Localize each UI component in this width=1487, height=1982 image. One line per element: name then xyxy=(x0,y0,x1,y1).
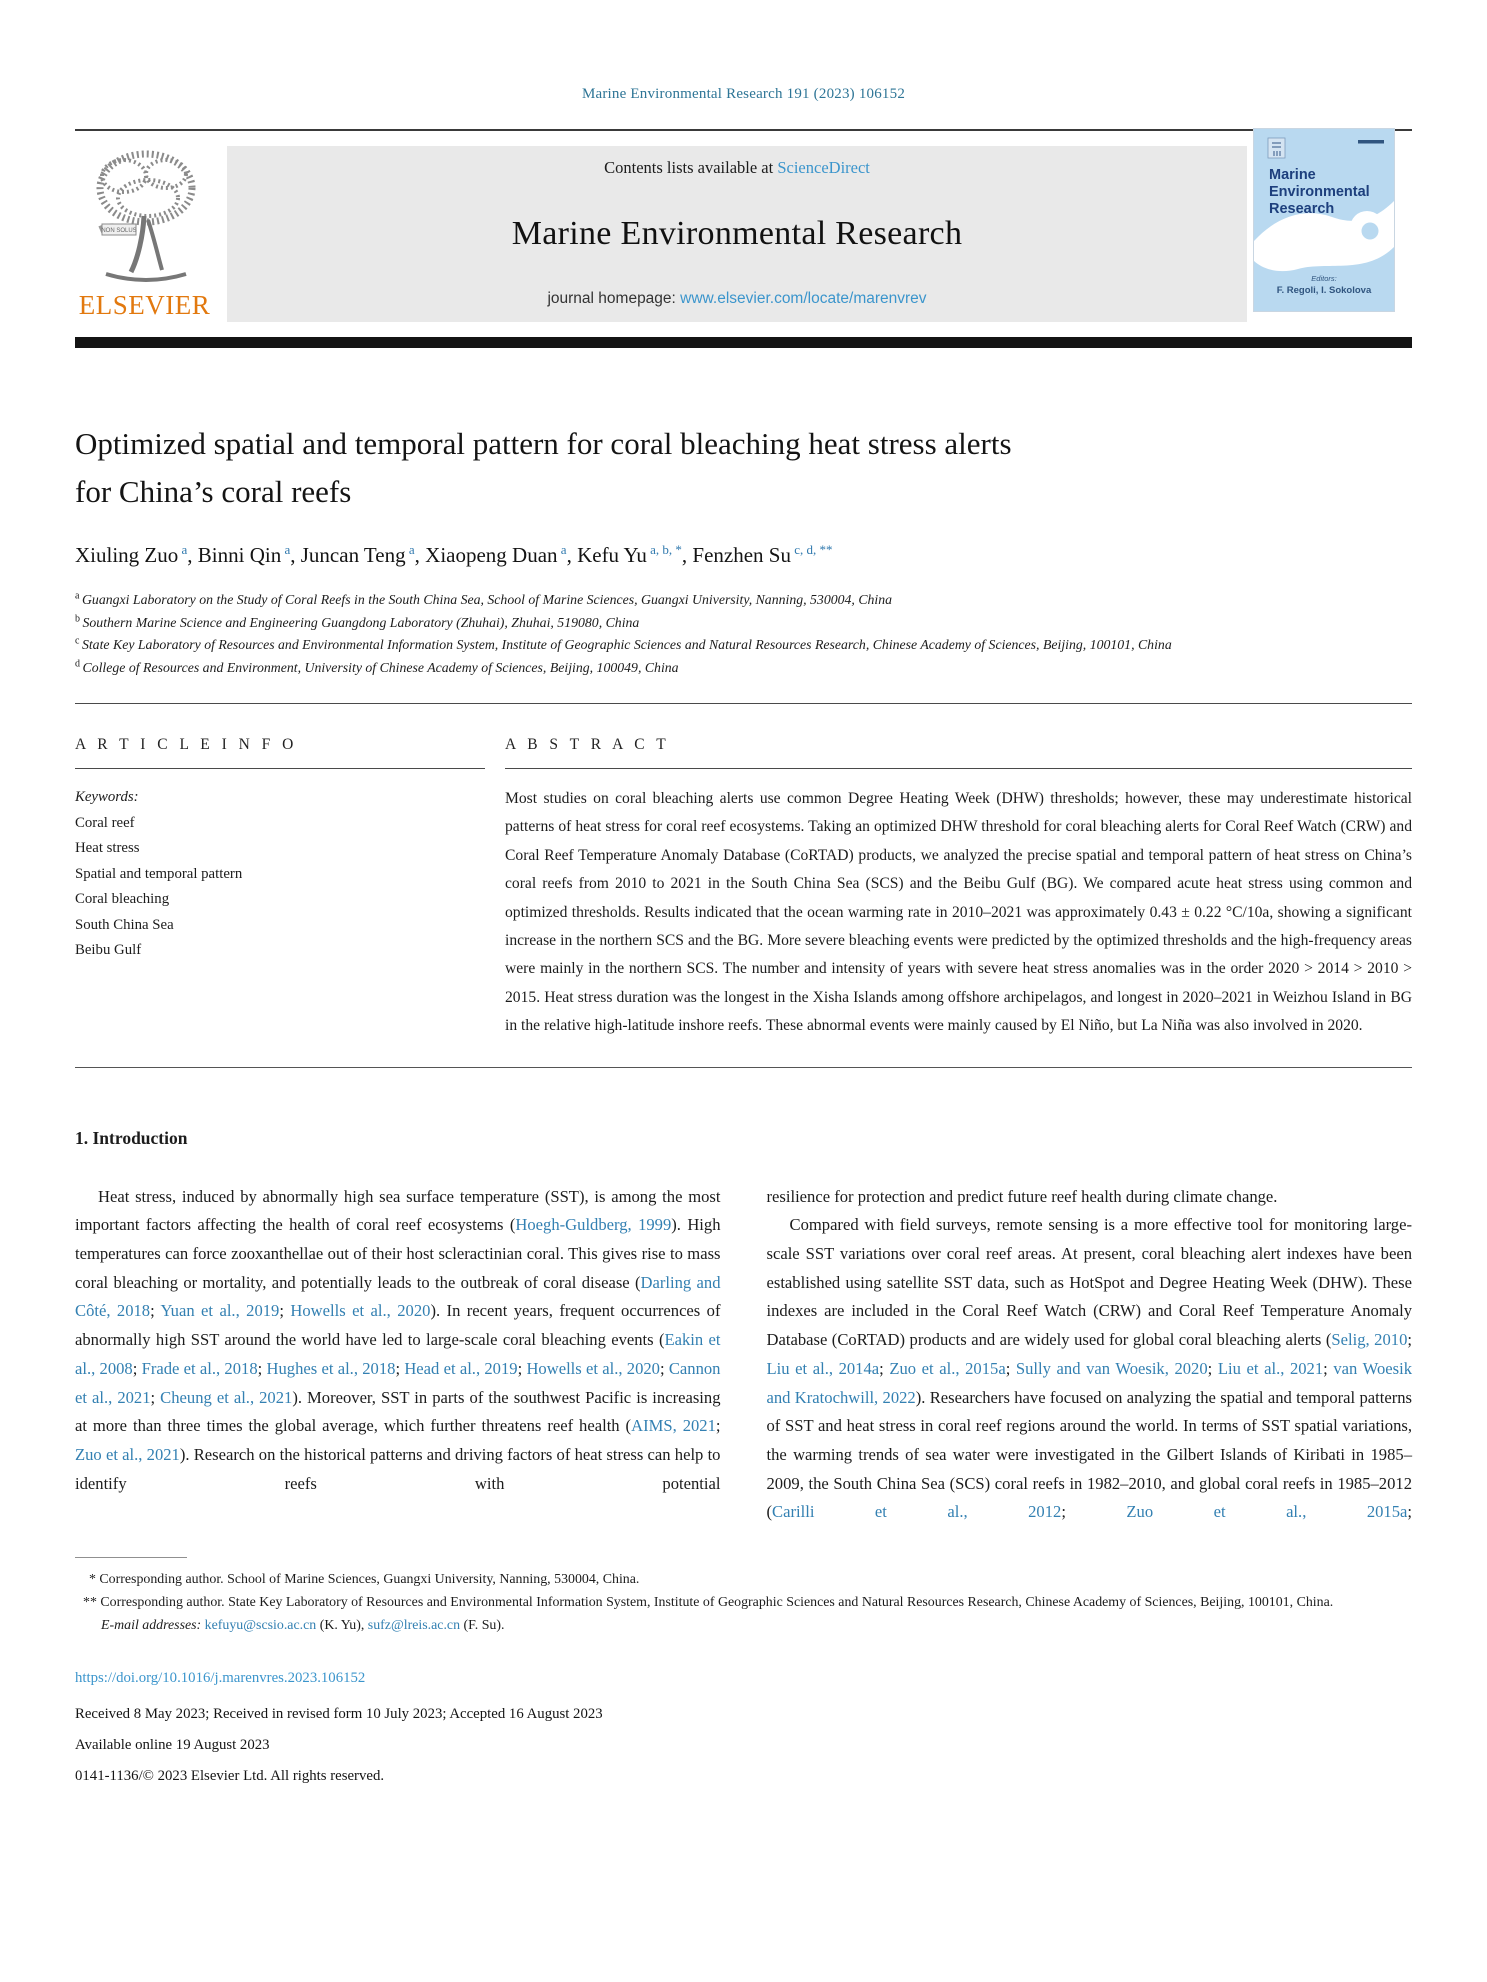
author-superscript[interactable]: a xyxy=(405,542,415,557)
publication-dates-block xyxy=(75,1699,1412,1792)
author-superscript[interactable]: a xyxy=(281,542,291,557)
citation-link[interactable]: AIMS, 2021 xyxy=(631,1416,716,1436)
page-citation: Marine Environmental Research 191 (2023) 106152 xyxy=(581,86,906,102)
keyword-item: Heat stress xyxy=(75,840,140,856)
citation-link[interactable]: Howells et al., 2020 xyxy=(290,1301,431,1321)
author-list: Xiuling Zuo $^a$, Binni Qin $^a$, Juncan Teng $^a$, Xiaopeng Duan $^a$, Kefu Yu $^{a, b, *}$, Fenzhen Su $^{c, d, **}$ xyxy=(75,542,833,567)
author-name: Fenzhen Su xyxy=(692,543,791,567)
elsevier-tree-icon xyxy=(86,146,204,288)
elsevier-logo xyxy=(77,146,212,324)
footnotes xyxy=(75,1568,1412,1637)
article-title xyxy=(75,420,1412,516)
email-addresses-line xyxy=(75,1614,1412,1637)
affiliation-row: $^d$ College of Resources and Environment, University of Chinese Academy of Sciences, Beijing, 100049, China xyxy=(75,657,679,675)
corresponding-author-footnote-2: ** Corresponding author. State Key Laboratory of Resources and Environmental Information System, Institute of Geographic Sciences and Natural Resources Research, Chinese Academy of Sciences, Beijing, 100101, China. xyxy=(83,1595,1334,1611)
author-name: Binni Qin xyxy=(197,543,282,567)
citation-link[interactable]: sufz@lreis.ac.cn xyxy=(367,1618,461,1634)
intro-paragraph-2: Compared with field surveys, remote sensing is a more effective tool for monitoring large-scale SST variations over coral reef areas. At present, coral bleaching alert indexes have been established using satellite SST data, such as HotSpot and Degree Heating Week (DHW). These indexes are included in the Coral Reef Watch (CRW) and Coral Reef Temperature Anomaly Database (CoRTAD) products and are widely used for global coral bleaching alerts (Selig, 2010; Liu et al., 2014a; Zuo et al., 2015a; Sully and van Woesik, 2020; Liu et al., 2021; van Woesik and Kratochwill, 2022). Researchers have focused on analyzing the spatial and temporal patterns of SST and heat stress in coral reef regions around the world. In terms of SST spatial variations, the warming trends of sea water were investigated in the Gilbert Islands of Kiribati in 1985–2009, the South China Sea (SCS) coral reefs in 1982–2010, and global coral reefs in 1985–2012 (Carilli et al., 2012; Zuo et al., 2015a; xyxy=(766,1215,1412,1522)
citation-link[interactable]: Carilli et al., 2012 xyxy=(772,1502,1062,1522)
citation-link[interactable]: Zuo et al., 2021 xyxy=(75,1444,180,1464)
homepage-prefix: journal homepage: xyxy=(547,290,681,307)
citation-link[interactable]: Yuan et al., 2019 xyxy=(160,1301,280,1321)
author-name: Juncan Teng xyxy=(300,543,406,567)
citation-link[interactable]: Darling and Côté, 2018 xyxy=(75,1272,721,1321)
body-column-left xyxy=(75,1183,721,1527)
footnote-divider xyxy=(75,1557,187,1558)
abstract-text: Most studies on coral bleaching alerts use common Degree Heating Week (DHW) thresholds; however, these may underestimate historical patterns of heat stress for coral reef ecosystems. Taking an optimized DHW threshold for coral bleaching alerts for Coral Reef Watch (CRW) and Coral Reef Temperature Anomaly Database (CoRTAD) products, we analyzed the precise spatial and temporal pattern of heat stress on China’s coral reefs from 2010 to 2021 in the South China Sea (SCS) and the Beibu Gulf (BG). We compared acute heat stress using common and optimized thresholds. Results indicated that the ocean warming rate in 2010–2021 was approximately 0.43 ± 0.22 °C/10a, showing a significant increase in the northern SCS and the BG. More severe bleaching events were predicted by the optimized thresholds and the high-frequency areas were mainly in the northern SCS. The number and intensity of years with severe heat stress anomalies was in the order 2020 > 2014 > 2010 > 2015. Heat stress duration was the longest in the Xisha Islands among offshore archipelagos, and longest in 2020–2021 in Weizhou Island in BG in the relative high-latitude inshore reefs. These abnormal events were mainly caused by El Niño, but La Niña was also involved in 2020. xyxy=(505,790,1412,1035)
citation-link[interactable]: Zuo et al., 2015a xyxy=(1126,1502,1408,1522)
affiliation-row: $^b$ Southern Marine Science and Engineering Guangdong Laboratory (Zhuhai), Zhuhai, 519080, China xyxy=(75,612,640,630)
citation-link[interactable]: Howells et al., 2020 xyxy=(526,1358,660,1378)
available-online-date: Available online 19 August 2023 xyxy=(75,1737,270,1754)
citation-link[interactable]: Eakin et al., 2008 xyxy=(75,1330,721,1378)
citation-link[interactable]: van Woesik and Kratochwill, 2022 xyxy=(766,1358,1412,1407)
affiliation-row: $^a$ Guangxi Laboratory on the Study of Coral Reefs in the South China Sea, School of Marine Sciences, Guangxi University, Nanning, 530004, China xyxy=(75,590,893,607)
abstract-heading: A B S T R A C T xyxy=(505,704,1412,769)
sciencedirect-link[interactable]: ScienceDirect xyxy=(777,158,870,177)
header-black-bar xyxy=(75,337,1412,348)
citation-link[interactable]: Hughes et al., 2018 xyxy=(266,1358,396,1378)
citation-link[interactable]: Hoegh-Guldberg, 1999 xyxy=(515,1215,672,1235)
journal-banner xyxy=(227,146,1247,322)
keywords-block xyxy=(75,785,485,964)
keyword-item: Spatial and temporal pattern xyxy=(75,865,243,882)
citation-link[interactable]: Cannon et al., 2021 xyxy=(75,1358,721,1407)
email-links: kefuyu@scsio.ac.cn (K. Yu), sufz@lreis.ac.cn (F. Su). xyxy=(204,1618,505,1634)
intro-paragraph-1-continued: resilience for protection and predict future reef health during climate change. xyxy=(766,1186,1278,1206)
intro-paragraph-1: Heat stress, induced by abnormally high sea surface temperature (SST), is among the most important factors affecting the health of coral reef ecosystems (Hoegh-Guldberg, 1999). High temperatures can force zooxanthellae out of their host scleractinian coral. This gives rise to mass coral bleaching or mortality, and potentially leads to the outbreak of coral disease (Darling and Côté, 2018; Yuan et al., 2019; Howells et al., 2020). In recent years, frequent occurrences of abnormally high SST around the world have led to large-scale coral bleaching events (Eakin et al., 2008; Frade et al., 2018; Hughes et al., 2018; Head et al., 2019; Howells et al., 2020; Cannon et al., 2021; Cheung et al., 2021). Moreover, SST in parts of the southwest Pacific is increasing at more than three times the global average, which further threatens reef health (AIMS, 2021; Zuo et al., 2021). Research on the historical patterns and driving factors of heat stress can help to identify reefs with potential xyxy=(75,1186,721,1493)
abstract-bottom-divider xyxy=(75,1067,1412,1068)
journal-header xyxy=(75,146,1412,324)
keyword-item: Coral bleaching xyxy=(75,891,170,907)
citation-link[interactable]: Liu et al., 2021 xyxy=(1217,1358,1324,1378)
cover-title-line3: Research xyxy=(1269,201,1335,217)
citation-link[interactable]: Zuo et al., 2015a xyxy=(889,1358,1006,1378)
author-name: Xiuling Zuo xyxy=(75,543,179,567)
citation-link[interactable]: Frade et al., 2018 xyxy=(141,1358,258,1378)
keyword-item: Coral reef xyxy=(75,814,135,831)
top-divider xyxy=(75,129,1412,131)
info-abstract-section xyxy=(75,704,1412,1041)
issn-copyright: 0141-1136/© 2023 Elsevier Ltd. All rights reserved. xyxy=(75,1768,385,1785)
corresponding-author-footnote-1: * Corresponding author. School of Marine Sciences, Guangxi University, Nanning, 530004, China. xyxy=(89,1572,640,1588)
body-column-right xyxy=(767,1183,1413,1527)
affiliation-row: $^c$ State Key Laboratory of Resources and Environmental Information System, Institute of Geographic Sciences and Natural Resources Research, Chinese Academy of Sciences, Beijing, 100101, China xyxy=(75,635,1172,652)
citation-link[interactable]: Selig, 2010 xyxy=(1331,1330,1408,1350)
citation-link[interactable]: Liu et al., 2014a xyxy=(766,1358,880,1378)
author-superscript[interactable]: a xyxy=(178,542,188,557)
cover-editors-label: Editors: xyxy=(1311,274,1337,283)
article-info-column xyxy=(75,704,485,1041)
cover-editors-names: F. Regoli, I. Sokolova xyxy=(1276,285,1372,296)
section-heading-introduction: 1. Introduction xyxy=(75,1127,188,1148)
email-label: E-mail addresses: xyxy=(101,1618,202,1634)
cover-title-line2: Environmental xyxy=(1269,184,1370,200)
article-info-heading: A R T I C L E I N F O xyxy=(75,704,485,769)
citation-link[interactable]: kefuyu@scsio.ac.cn xyxy=(204,1618,317,1634)
journal-cover-thumbnail xyxy=(1254,129,1394,311)
cover-issn-text xyxy=(1358,140,1384,144)
contents-prefix: Contents lists available at xyxy=(604,158,778,177)
homepage-line xyxy=(547,290,926,308)
citation-link[interactable]: Head et al., 2019 xyxy=(404,1358,518,1378)
body-text-columns xyxy=(75,1183,1412,1527)
author-superscript[interactable]: a xyxy=(557,542,567,557)
svg-text:NON SOLUS: NON SOLUS xyxy=(100,228,137,234)
author-superscript[interactable]: a, b, * xyxy=(646,542,682,557)
citation-link[interactable]: Cheung et al., 2021 xyxy=(160,1387,293,1407)
citation-link[interactable]: Sully and van Woesik, 2020 xyxy=(1015,1358,1208,1378)
cover-title-line1: Marine xyxy=(1269,167,1316,183)
doi-link[interactable]: https://doi.org/10.1016/j.marenvres.2023.106152 xyxy=(75,1670,366,1687)
author-name: Kefu Yu xyxy=(577,543,647,567)
keywords-label: Keywords: xyxy=(75,789,139,805)
journal-title: Marine Environmental Research xyxy=(511,215,963,252)
author-name: Xiaopeng Duan xyxy=(425,543,558,567)
keyword-item: Beibu Gulf xyxy=(75,942,142,958)
contents-line xyxy=(604,158,870,178)
author-superscript[interactable]: c, d, ** xyxy=(790,542,833,557)
keyword-item: South China Sea xyxy=(75,916,174,933)
homepage-link[interactable]: www.elsevier.com/locate/marenvrev xyxy=(680,290,927,307)
abstract-column xyxy=(505,704,1412,1041)
elsevier-wordmark: ELSEVIER xyxy=(78,290,211,320)
affiliation-list xyxy=(75,589,1412,679)
article-title-line1: Optimized spatial and temporal pattern for coral bleaching heat stress alerts xyxy=(75,426,1012,461)
received-dates: Received 8 May 2023; Received in revised form 10 July 2023; Accepted 16 August 2023 xyxy=(75,1706,603,1723)
article-title-line2: for China’s coral reefs xyxy=(75,474,352,509)
